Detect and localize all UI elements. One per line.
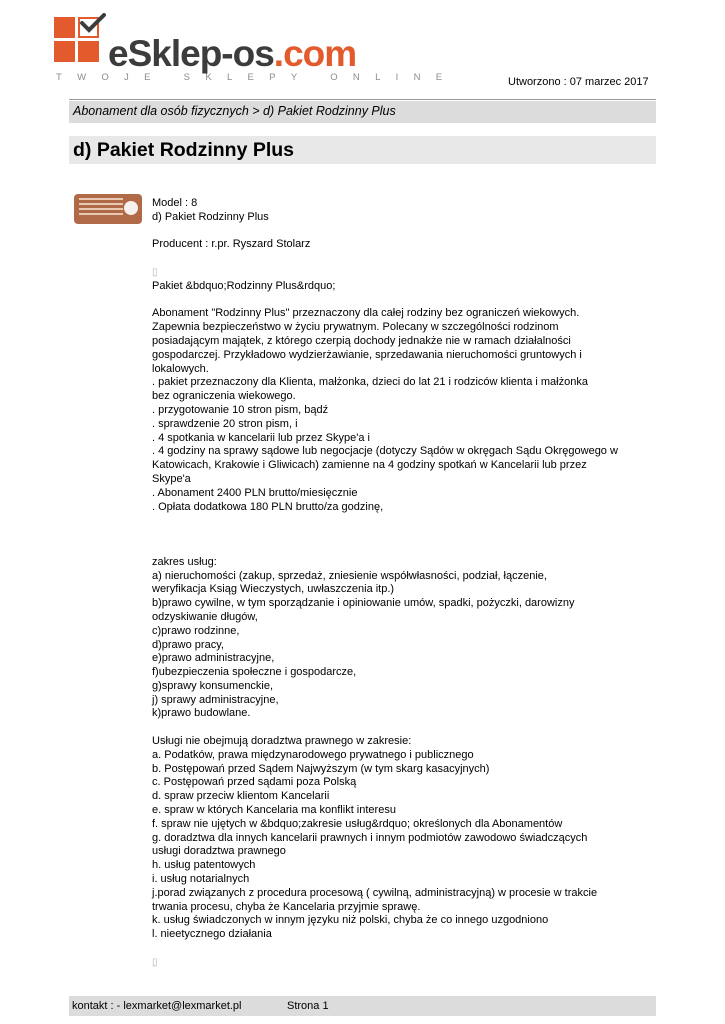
checkmark-icon xyxy=(79,13,107,35)
exclusion-line: trwania procesu, chyba że Kancelaria przyjmie sprawę. xyxy=(152,900,421,913)
exclusion-line: f. spraw nie ujętych w &bdquo;zakresie usług&rdquo; określonych dla Abonamentów xyxy=(152,817,563,830)
scope-block xyxy=(152,556,632,722)
description-block xyxy=(152,307,632,514)
scope-line: weryfikacja Ksiąg Wieczystych, uwłaszczenia itp.) xyxy=(152,583,395,596)
logo-icon xyxy=(54,17,102,65)
exclusion-line: d. spraw przeciw klientom Kancelarii xyxy=(152,790,330,803)
product-producer: Producent : r.pr. Ryszard Stolarz xyxy=(152,238,311,251)
breadcrumb-bar xyxy=(69,101,656,123)
scope-line: k)prawo budowlane. xyxy=(152,707,251,720)
exclusion-line: b. Postępowań przed Sądem Najwyższym (w tym skarg kasacyjnych) xyxy=(152,762,490,775)
scope-line: f)ubezpieczenia społeczne i gospodarcze, xyxy=(152,666,357,679)
product-content xyxy=(152,197,632,970)
scope-line: zakres usług: xyxy=(152,555,217,568)
header-divider xyxy=(69,99,656,100)
exclusion-line: g. doradztwa dla innych kancelarii prawnych i innym podmiotów zawodowo świadczących xyxy=(152,831,588,844)
description-line: . Abonament 2400 PLN brutto/miesięcznie xyxy=(152,486,358,499)
exclusion-line: h. usług patentowych xyxy=(152,859,256,872)
exclusion-line: a. Podatków, prawa międzynarodowego prywatnego i publicznego xyxy=(152,748,474,761)
scope-line: odzyskiwanie długów, xyxy=(152,610,258,623)
scope-line: j) sprawy administracyjne, xyxy=(152,693,279,706)
exclusion-line: j.porad związanych z procedura procesową ( cywilną, administracyjną) w procesie w trakcie xyxy=(152,886,598,899)
scope-line: c)prawo rodzinne, xyxy=(152,624,240,637)
product-image[interactable] xyxy=(74,194,142,224)
logo-tagline: TWOJE SKLEPY ONLINE xyxy=(56,72,458,83)
created-label: Utworzono : xyxy=(508,76,567,88)
scope-line: g)sprawy konsumenckie, xyxy=(152,679,274,692)
description-line: . sprawdzenie 20 stron pism, i xyxy=(152,417,298,430)
created-value: 07 marzec 2017 xyxy=(569,76,649,88)
exclusion-line: i. usług notarialnych xyxy=(152,873,250,886)
description-line: . Opłata dodatkowa 180 PLN brutto/za godzinę, xyxy=(152,500,384,513)
page-number: Strona 1 xyxy=(287,1000,329,1012)
description-line: lokalowych. xyxy=(152,362,209,375)
breadcrumb[interactable]: Abonament dla osób fizycznych > d) Pakiet Rodzinny Plus xyxy=(73,104,396,118)
description-line: Zapewnia bezpieczeństwo w życiu prywatnym. Polecany w szczególności rodzinom xyxy=(152,321,559,334)
description-line: gospodarczej. Przykładowo wydzierżawianie, sprzedawania nieruchomości gruntowych i xyxy=(152,348,582,361)
product-model: Model : 8 xyxy=(152,197,198,209)
footer-contact[interactable]: kontakt : - lexmarket@lexmarket.pl xyxy=(72,1000,242,1012)
description-line: bez ograniczenia wiekowego. xyxy=(152,390,296,403)
description-line: posiadającym majątek, z którego czerpią dochody jednakże nie w ramach działalności xyxy=(152,334,571,347)
description-line: Abonament "Rodzinny Plus" przeznaczony dla całej rodziny bez ograniczeń wiekowych. xyxy=(152,307,580,320)
page-title: d) Pakiet Rodzinny Plus xyxy=(73,139,295,161)
exclusion-line: Usługi nie obejmują doradztwa prawnego w zakresie: xyxy=(152,735,412,748)
description-line: Katowicach, Krakowie i Gliwicach) zamienne na 4 godziny spotkań w Kancelarii lub przez xyxy=(152,459,587,472)
footer xyxy=(69,996,656,1016)
scope-line: d)prawo pracy, xyxy=(152,638,224,651)
logo-wordmark: eSklep-os.com xyxy=(108,33,357,74)
scope-line: e)prawo administracyjne, xyxy=(152,652,275,665)
scope-line: a) nieruchomości (zakup, sprzedaż, zniesienie współwłasności, podział, łączenie, xyxy=(152,569,547,582)
title-bar xyxy=(69,136,656,164)
description-line: . 4 godziny na sprawy sądowe lub negocjacje (dotyczy Sądów w okręgach Sądu Okręgowego w xyxy=(152,445,618,458)
created-date xyxy=(508,76,649,88)
description-line: . przygotowanie 10 stron pism, bądź xyxy=(152,403,329,416)
exclusion-line: e. spraw w których Kancelaria ma konflikt interesu xyxy=(152,804,396,817)
site-logo[interactable] xyxy=(54,17,458,89)
exclusion-line: l. nieetycznego działania xyxy=(152,928,272,941)
description-line: . 4 spotkania w kancelarii lub przez Skype'a i xyxy=(152,431,370,444)
package-line: Pakiet &bdquo;Rodzinny Plus&rdquo; xyxy=(152,279,336,292)
description-line: Skype'a xyxy=(152,472,191,485)
missing-glyph-icon: ▯ xyxy=(152,956,158,968)
exclusion-line: k. usług świadczonych w innym języku niż polski, chyba że co innego uzgodniono xyxy=(152,914,549,927)
exclusion-line: usługi doradztwa prawnego xyxy=(152,845,286,858)
description-line: . pakiet przeznaczony dla Klienta, małżonka, dzieci do lat 21 i rodziców klienta i małżonka xyxy=(152,376,588,389)
missing-glyph-icon: ▯ xyxy=(152,266,158,278)
exclusions-block xyxy=(152,735,632,942)
product-name: d) Pakiet Rodzinny Plus xyxy=(152,210,269,223)
scope-line: b)prawo cywilne, w tym sporządzanie i opiniowanie umów, spadki, pożyczki, darowizny xyxy=(152,597,575,610)
exclusion-line: c. Postępowań przed sądami poza Polską xyxy=(152,776,357,789)
